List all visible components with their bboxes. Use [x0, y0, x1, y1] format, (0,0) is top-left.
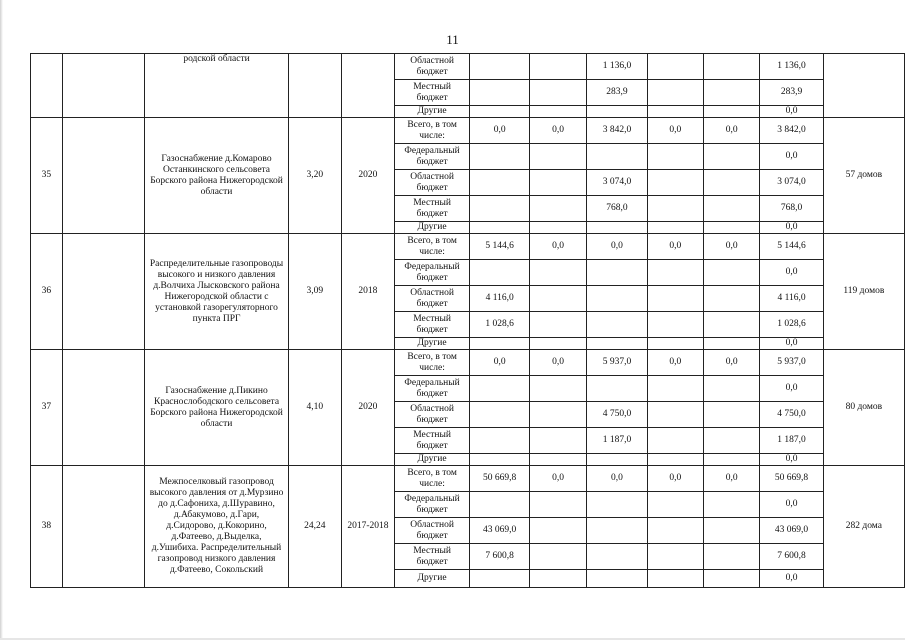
- funding-value-col-2: [529, 454, 586, 466]
- blank-cell: [62, 234, 145, 350]
- funding-value-col-3: [587, 544, 647, 570]
- funding-value-col-2: [529, 170, 586, 196]
- funding-value-col-1: 1 028,6: [470, 312, 529, 338]
- row-number: [31, 54, 63, 118]
- funding-value-col-6: 3 074,0: [760, 170, 823, 196]
- blank-cell: [62, 466, 145, 588]
- funding-value-col-4: [647, 196, 703, 222]
- table-row: [31, 54, 905, 80]
- funding-value-col-3: 3 074,0: [587, 170, 647, 196]
- funding-value-col-2: 0,0: [529, 234, 586, 260]
- funding-value-col-6: 43 069,0: [760, 518, 823, 544]
- funding-value-col-3: [587, 312, 647, 338]
- funding-value-col-4: [647, 170, 703, 196]
- funding-value-col-3: 3 842,0: [587, 118, 647, 144]
- funding-value-col-6: 4 750,0: [760, 402, 823, 428]
- funding-value-col-1: [470, 106, 529, 118]
- funding-value-col-1: [470, 428, 529, 454]
- funding-source-label: Областной бюджет: [394, 170, 470, 196]
- funding-value-col-2: [529, 222, 586, 234]
- funding-value-col-4: [647, 492, 703, 518]
- funding-value-col-5: [704, 570, 760, 588]
- funding-value-col-3: 0,0: [587, 234, 647, 260]
- funding-value-col-6: 283,9: [760, 80, 823, 106]
- funding-source-label: Всего, в том числе:: [394, 466, 470, 492]
- funding-value-col-2: [529, 312, 586, 338]
- funding-value-col-5: 0,0: [704, 350, 760, 376]
- funding-value-col-1: [470, 170, 529, 196]
- funding-value-col-5: [704, 260, 760, 286]
- funding-value-col-5: [704, 376, 760, 402]
- scan-left-edge: [0, 0, 3, 640]
- table-row: [31, 234, 905, 260]
- funding-value-col-5: 0,0: [704, 118, 760, 144]
- funding-value-col-5: [704, 196, 760, 222]
- funding-source-label: Другие: [394, 570, 470, 588]
- funding-value-col-4: [647, 260, 703, 286]
- length-km: 3,09: [288, 234, 342, 350]
- funding-value-col-1: [470, 570, 529, 588]
- funding-source-label: Местный бюджет: [394, 312, 470, 338]
- funding-value-col-4: [647, 454, 703, 466]
- funding-value-col-6: 5 144,6: [760, 234, 823, 260]
- funding-value-col-2: [529, 544, 586, 570]
- blank-cell: [62, 54, 145, 118]
- funding-value-col-5: [704, 544, 760, 570]
- row-number: 37: [31, 350, 63, 466]
- blank-cell: [62, 118, 145, 234]
- funding-value-col-5: [704, 312, 760, 338]
- funding-value-col-6: 768,0: [760, 196, 823, 222]
- funding-source-label: Другие: [394, 222, 470, 234]
- funding-value-col-1: [470, 222, 529, 234]
- funding-value-col-6: 3 842,0: [760, 118, 823, 144]
- construction-year: 2018: [342, 234, 395, 350]
- funding-value-col-4: 0,0: [647, 350, 703, 376]
- length-km: 3,20: [288, 118, 342, 234]
- funding-value-col-2: [529, 428, 586, 454]
- funding-value-col-5: [704, 80, 760, 106]
- funding-value-col-4: [647, 222, 703, 234]
- funding-value-col-1: [470, 260, 529, 286]
- funding-value-col-5: [704, 338, 760, 350]
- funding-source-label: Всего, в том числе:: [394, 350, 470, 376]
- funding-value-col-2: 0,0: [529, 350, 586, 376]
- funding-value-col-4: [647, 428, 703, 454]
- funding-value-col-1: [470, 54, 529, 80]
- funding-source-label: Федеральный бюджет: [394, 144, 470, 170]
- length-km: 24,24: [288, 466, 342, 588]
- funding-value-col-3: [587, 492, 647, 518]
- funding-value-col-3: [587, 144, 647, 170]
- funding-value-col-2: [529, 106, 586, 118]
- funding-value-col-1: 4 116,0: [470, 286, 529, 312]
- funding-value-col-3: 5 937,0: [587, 350, 647, 376]
- funding-value-col-5: [704, 518, 760, 544]
- funding-value-col-1: 43 069,0: [470, 518, 529, 544]
- funding-value-col-3: 768,0: [587, 196, 647, 222]
- object-name: Газоснабжение д.Пикино Краснослободского сельсовета Борского района Нижегородской области: [145, 350, 288, 466]
- funding-value-col-2: [529, 570, 586, 588]
- funding-value-col-4: [647, 338, 703, 350]
- funding-value-col-5: 0,0: [704, 234, 760, 260]
- funding-value-col-1: 0,0: [470, 118, 529, 144]
- funding-source-label: Федеральный бюджет: [394, 260, 470, 286]
- funding-value-col-2: [529, 196, 586, 222]
- funding-value-col-1: [470, 402, 529, 428]
- funding-value-col-3: 4 750,0: [587, 402, 647, 428]
- funding-value-col-5: [704, 286, 760, 312]
- result-houses: 57 домов: [823, 118, 904, 234]
- funding-value-col-2: [529, 286, 586, 312]
- funding-value-col-5: 0,0: [704, 466, 760, 492]
- funding-value-col-2: [529, 518, 586, 544]
- construction-year: 2020: [342, 118, 395, 234]
- object-name: родской области: [145, 54, 288, 118]
- funding-value-col-2: 0,0: [529, 118, 586, 144]
- funding-value-col-6: 5 937,0: [760, 350, 823, 376]
- funding-source-label: Всего, в том числе:: [394, 234, 470, 260]
- blank-cell: [62, 350, 145, 466]
- funding-value-col-3: 283,9: [587, 80, 647, 106]
- funding-source-label: Другие: [394, 454, 470, 466]
- funding-value-col-1: [470, 144, 529, 170]
- funding-value-col-6: 0,0: [760, 106, 823, 118]
- funding-value-col-3: [587, 518, 647, 544]
- funding-value-col-3: [587, 106, 647, 118]
- construction-year: 2017-2018: [342, 466, 395, 588]
- funding-source-label: Другие: [394, 338, 470, 350]
- funding-value-col-6: 0,0: [760, 454, 823, 466]
- funding-value-col-2: [529, 338, 586, 350]
- object-name: Межпоселковый газопровод высокого давления от д.Мурзино до д.Сафониха, д.Шуравино, д.Абакумово, д.Гари, д.Сидорово, д.Кокорино, д.Фатеево, д.Выделка, д.Ушибиха. Распределительный газопровод низкого давления д.Фатеево, Сокольский: [145, 466, 288, 588]
- funding-source-label: Федеральный бюджет: [394, 376, 470, 402]
- object-name: Газоснабжение д.Комарово Останкинского сельсовета Борского района Нижегородской области: [145, 118, 288, 234]
- funding-value-col-6: 50 669,8: [760, 466, 823, 492]
- funding-value-col-4: [647, 570, 703, 588]
- funding-value-col-5: [704, 402, 760, 428]
- funding-value-col-4: [647, 144, 703, 170]
- length-km: [288, 54, 342, 118]
- funding-value-col-2: [529, 80, 586, 106]
- funding-value-col-4: [647, 518, 703, 544]
- funding-value-col-2: [529, 402, 586, 428]
- funding-value-col-6: 0,0: [760, 492, 823, 518]
- funding-value-col-3: [587, 222, 647, 234]
- funding-source-label: Областной бюджет: [394, 286, 470, 312]
- object-name: Распределительные газопроводы высокого и низкого давления д.Волчиха Лысковского района Нижегородской области с установкой газорегуляторного пункта ПРГ: [145, 234, 288, 350]
- row-number: 38: [31, 466, 63, 588]
- funding-value-col-1: [470, 196, 529, 222]
- funding-source-label: Местный бюджет: [394, 428, 470, 454]
- funding-source-label: Областной бюджет: [394, 54, 470, 80]
- funding-value-col-6: 0,0: [760, 222, 823, 234]
- funding-source-label: Местный бюджет: [394, 196, 470, 222]
- funding-value-col-5: [704, 222, 760, 234]
- length-km: 4,10: [288, 350, 342, 466]
- funding-value-col-3: [587, 570, 647, 588]
- funding-value-col-2: [529, 144, 586, 170]
- funding-value-col-1: 50 669,8: [470, 466, 529, 492]
- construction-year: 2020: [342, 350, 395, 466]
- result-houses: 282 дома: [823, 466, 904, 588]
- result-houses: 80 домов: [823, 350, 904, 466]
- table-row: [31, 118, 905, 144]
- funding-value-col-1: 5 144,6: [470, 234, 529, 260]
- funding-value-col-5: [704, 144, 760, 170]
- funding-value-col-4: [647, 106, 703, 118]
- funding-value-col-5: [704, 428, 760, 454]
- funding-value-col-1: 7 600,8: [470, 544, 529, 570]
- funding-value-col-6: 0,0: [760, 144, 823, 170]
- funding-value-col-4: [647, 402, 703, 428]
- construction-year: [342, 54, 395, 118]
- funding-value-col-3: 1 136,0: [587, 54, 647, 80]
- funding-source-label: Областной бюджет: [394, 518, 470, 544]
- funding-value-col-5: [704, 170, 760, 196]
- funding-value-col-6: 4 116,0: [760, 286, 823, 312]
- funding-value-col-3: [587, 286, 647, 312]
- row-number: 35: [31, 118, 63, 234]
- funding-value-col-6: 0,0: [760, 338, 823, 350]
- result-houses: [823, 54, 904, 118]
- funding-value-col-6: 1 028,6: [760, 312, 823, 338]
- row-number: 36: [31, 234, 63, 350]
- funding-value-col-6: 1 187,0: [760, 428, 823, 454]
- table-row: [31, 350, 905, 376]
- funding-value-col-1: [470, 338, 529, 350]
- funding-source-label: Всего, в том числе:: [394, 118, 470, 144]
- funding-value-col-1: [470, 492, 529, 518]
- gas-program-table: [30, 53, 905, 588]
- funding-value-col-1: [470, 80, 529, 106]
- funding-value-col-5: [704, 106, 760, 118]
- funding-value-col-1: [470, 454, 529, 466]
- funding-source-label: Местный бюджет: [394, 544, 470, 570]
- funding-source-label: Областной бюджет: [394, 402, 470, 428]
- funding-value-col-2: [529, 54, 586, 80]
- funding-value-col-4: [647, 544, 703, 570]
- funding-value-col-6: 1 136,0: [760, 54, 823, 80]
- funding-value-col-1: 0,0: [470, 350, 529, 376]
- funding-value-col-6: 0,0: [760, 376, 823, 402]
- funding-value-col-6: 0,0: [760, 570, 823, 588]
- page-number: 11: [446, 32, 459, 47]
- funding-value-col-2: [529, 492, 586, 518]
- funding-value-col-4: 0,0: [647, 234, 703, 260]
- funding-value-col-3: 0,0: [587, 466, 647, 492]
- funding-value-col-4: 0,0: [647, 118, 703, 144]
- funding-value-col-5: [704, 54, 760, 80]
- funding-value-col-3: 1 187,0: [587, 428, 647, 454]
- funding-value-col-1: [470, 376, 529, 402]
- funding-value-col-2: 0,0: [529, 466, 586, 492]
- funding-value-col-3: [587, 454, 647, 466]
- funding-value-col-3: [587, 260, 647, 286]
- funding-value-col-6: 0,0: [760, 260, 823, 286]
- funding-value-col-4: [647, 54, 703, 80]
- funding-value-col-4: [647, 376, 703, 402]
- funding-value-col-2: [529, 376, 586, 402]
- funding-source-label: Федеральный бюджет: [394, 492, 470, 518]
- funding-source-label: Местный бюджет: [394, 80, 470, 106]
- funding-value-col-4: 0,0: [647, 466, 703, 492]
- funding-value-col-5: [704, 454, 760, 466]
- funding-value-col-2: [529, 260, 586, 286]
- funding-value-col-4: [647, 286, 703, 312]
- table-row: [31, 466, 905, 492]
- funding-source-label: Другие: [394, 106, 470, 118]
- funding-value-col-5: [704, 492, 760, 518]
- funding-value-col-4: [647, 312, 703, 338]
- funding-value-col-3: [587, 338, 647, 350]
- funding-value-col-3: [587, 376, 647, 402]
- funding-value-col-4: [647, 80, 703, 106]
- result-houses: 119 домов: [823, 234, 904, 350]
- funding-value-col-6: 7 600,8: [760, 544, 823, 570]
